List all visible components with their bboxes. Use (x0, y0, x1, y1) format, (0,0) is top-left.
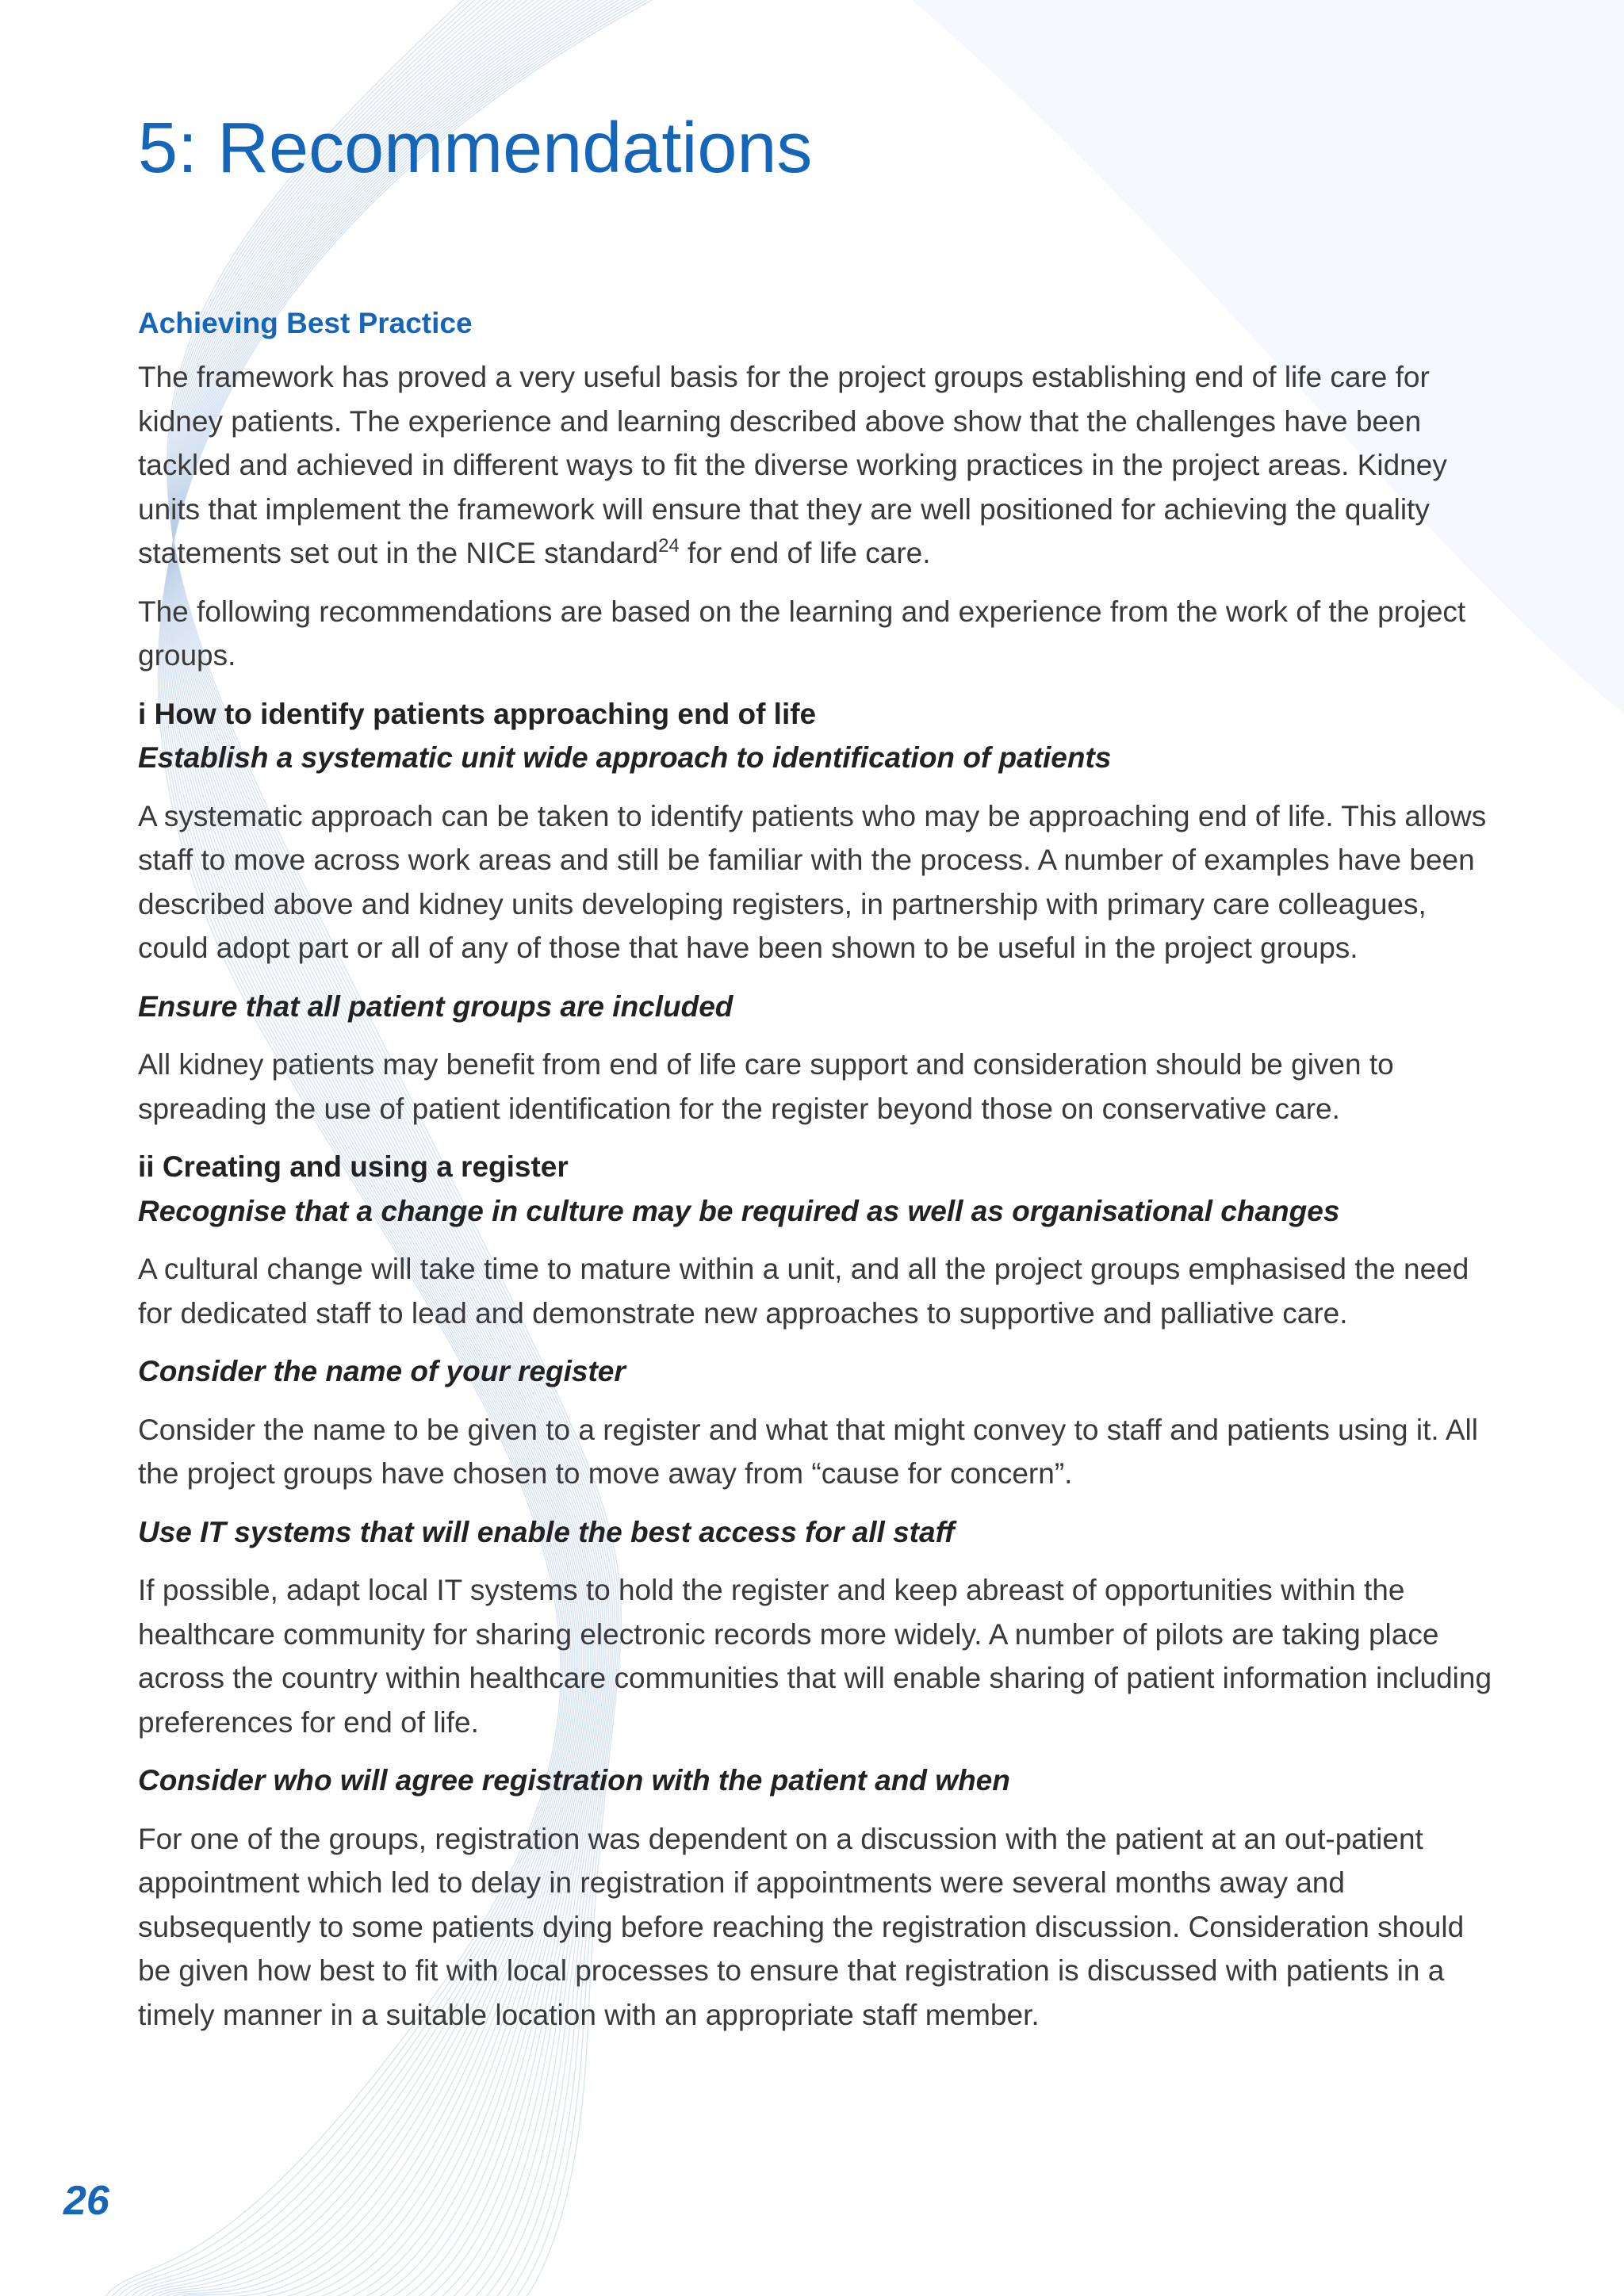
part-2-paragraph-1: A cultural change will take time to mature within a unit, and all the project groups emphasised the need for dedicated staff to lead and demonstrate new approaches to supportive and palliative care. (138, 1253, 1469, 1330)
part-2-subheading-1: Recognise that a change in culture may be required as well as organisational changes (138, 1194, 1340, 1227)
intro-paragraph-2: The following recommendations are based on the learning and experience from the work of the project groups. (138, 595, 1466, 672)
part-2-paragraph-2: Consider the name to be given to a register and what that might convey to staff and patients using it. All the project groups have chosen to move away from “cause for concern”. (138, 1413, 1478, 1490)
part-1-subheading-1: Establish a systematic unit wide approach to identification of patients (138, 741, 1112, 774)
page-title: 5: Recommendations (138, 109, 813, 188)
body-text (138, 301, 1502, 2051)
part-2-subheading-4: Consider who will agree registration with the patient and when (138, 1764, 1010, 1797)
intro-paragraph-1 (138, 355, 1502, 576)
part-1-paragraph-1: A systematic approach can be taken to identify patients who may be approaching end of life. This allows staff to move across work areas and still be familiar with the process. A number of examples have been described above and kidney units developing registers, in partnership with primary care colleagues, could adopt part or all of any of those that have been shown to be useful in the project groups. (138, 799, 1487, 964)
part-2-heading: ii Creating and using a register (138, 1150, 569, 1183)
part-2-subheading-3: Use IT systems that will enable the best access for all staff (138, 1515, 955, 1548)
part-1-heading: i How to identify patients approaching end of life (138, 697, 817, 730)
part-2-subheading-2: Consider the name of your register (138, 1355, 626, 1387)
intro-text-end: for end of life care. (679, 537, 931, 569)
footnote-reference: 24 (658, 535, 680, 557)
page-number: 26 (63, 2178, 109, 2224)
intro-text: The framework has proved a very useful basis for the project groups establishing end of life care for kidney patients. The experience and learning described above show that the challenges have been tackled and achieved in different ways to fit the diverse working practices in the project areas. Kidney units that implement the framework will ensure that they are well positioned for achieving the quality statements set out in the NICE standard (138, 361, 1447, 569)
part-2-paragraph-4: For one of the groups, registration was dependent on a discussion with the patient at an out-patient appointment which led to delay in registration if appointments were several months away and subsequently to some patients dying before reaching the registration discussion. Consideration should be given how best to fit with local processes to ensure that registration is discussed with patients in a timely manner in a suitable location with an appropriate staff member. (138, 1822, 1465, 2031)
section-heading: Achieving Best Practice (138, 307, 473, 339)
part-2-paragraph-3: If possible, adapt local IT systems to hold the register and keep abreast of opportunities within the healthcare community for sharing electronic records more widely. A number of pilots are taking place across the country within healthcare communities that will enable sharing of patient information including preferences for end of life. (138, 1574, 1492, 1739)
part-1-paragraph-2: All kidney patients may benefit from end of life care support and consideration should be given to spreading the use of patient identification for the register beyond those on conservative care. (138, 1048, 1394, 1125)
part-1-subheading-2: Ensure that all patient groups are included (138, 989, 733, 1023)
